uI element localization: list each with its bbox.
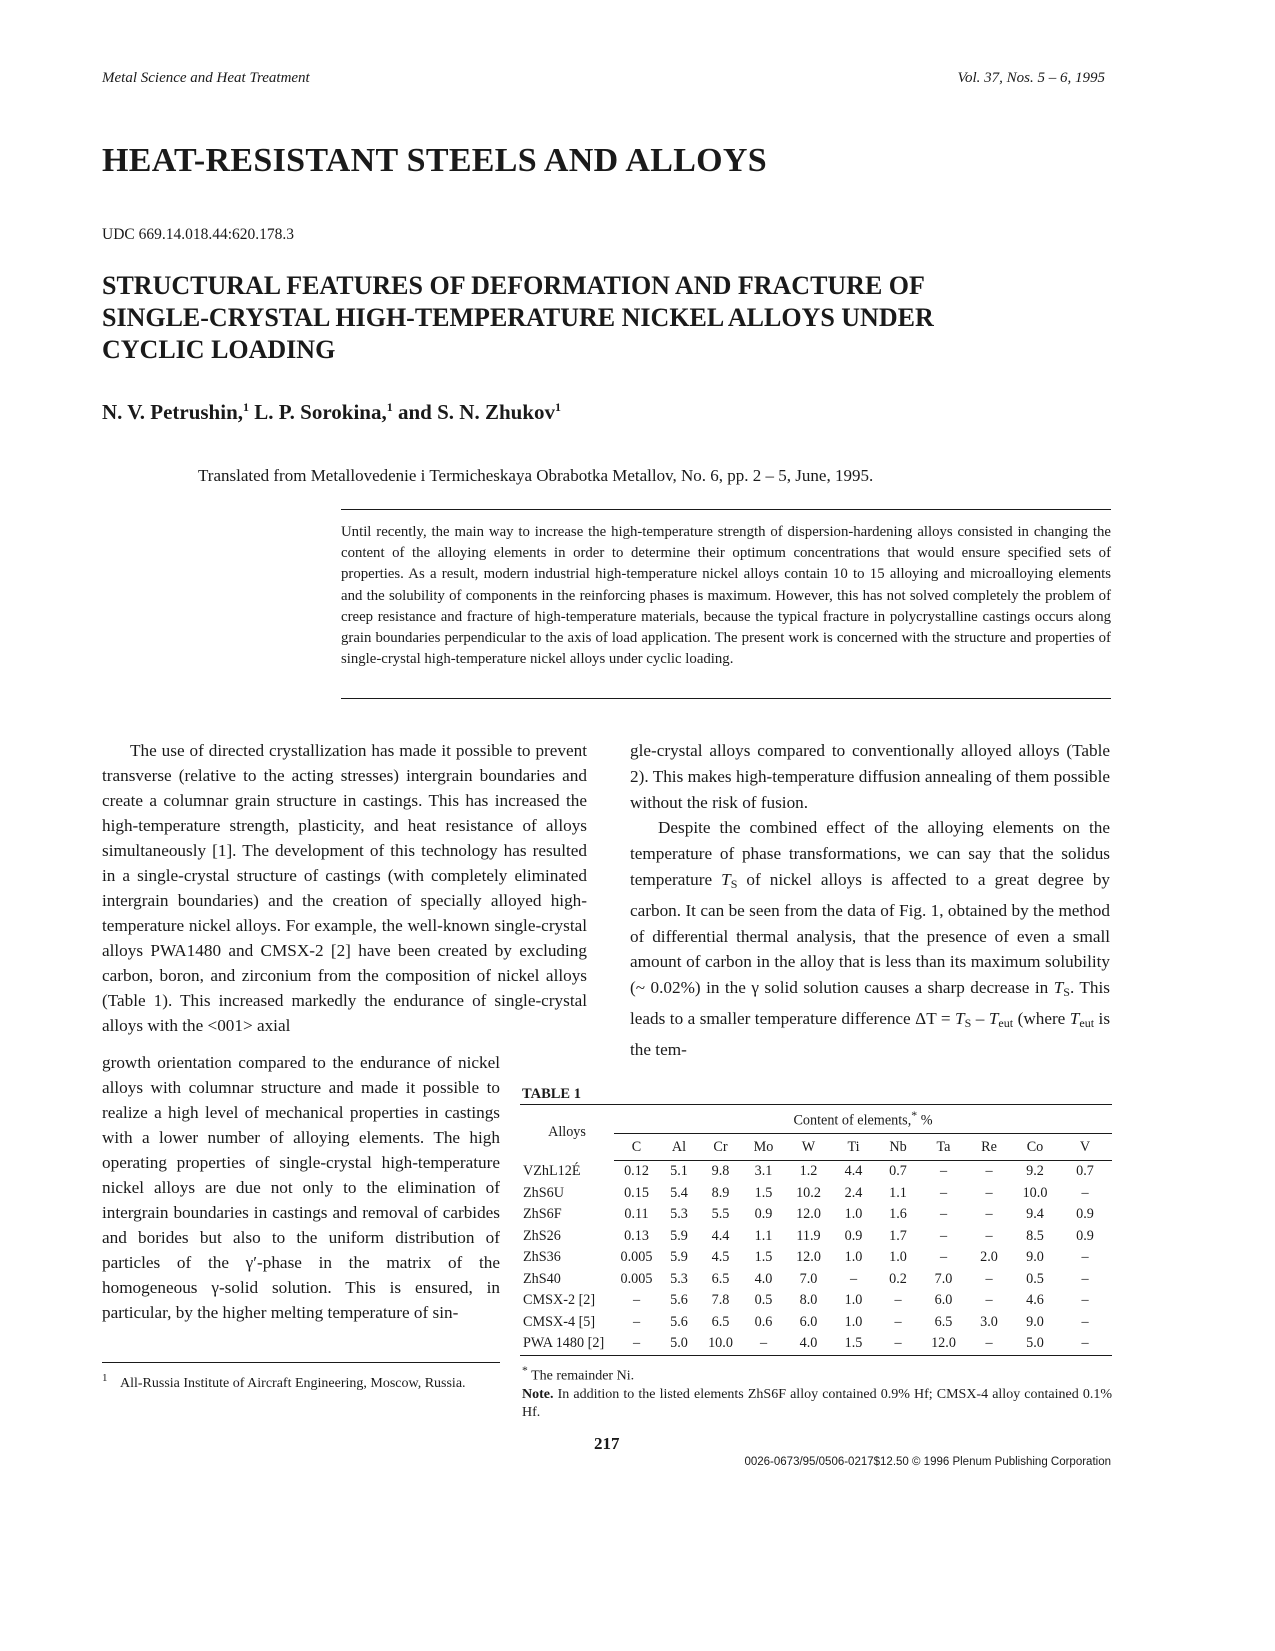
table-cell: 4.5: [711, 1249, 730, 1266]
table-cell: 10.2: [796, 1184, 821, 1201]
table-column-header: Re: [966, 1134, 1012, 1161]
running-header-volume: Vol. 37, Nos. 5 – 6, 1995: [957, 70, 1105, 86]
table-cell: –: [632, 1292, 641, 1309]
table-row: [520, 1161, 1112, 1183]
table-caption: TABLE 1: [522, 1086, 581, 1102]
table-cell: –: [939, 1163, 948, 1180]
abstract-top-rule: [341, 509, 1111, 510]
symbol-t: T: [988, 1008, 999, 1028]
table-cell: 0.11: [624, 1206, 649, 1223]
section-title: HEAT-RESISTANT STEELS AND ALLOYS: [102, 142, 767, 179]
table-cell: 9.4: [1026, 1206, 1044, 1223]
table-cell: 0.2: [889, 1270, 907, 1287]
table-header-unit: %: [917, 1112, 933, 1129]
page-number: 217: [594, 1434, 620, 1453]
table-footnote-mark: *: [522, 1364, 528, 1377]
text-run: is the tem-: [630, 1008, 1111, 1059]
body-paragraph: gle-crystal alloys compared to conventionally alloyed alloys (Table 2). This makes high-temperature diffusion annealing of them possible without the risk of fusion.: [630, 741, 1110, 812]
table-note-label: Note.: [522, 1386, 554, 1402]
table-cell: 1.0: [844, 1206, 863, 1223]
table-cell: –: [985, 1206, 993, 1223]
table-footnote-text: The remainder Ni.: [527, 1368, 635, 1384]
table-column-header: C: [614, 1134, 659, 1161]
table-cell: 1.0: [844, 1249, 863, 1266]
table-cell: 6.0: [799, 1313, 818, 1330]
table-header-group: [614, 1105, 1112, 1134]
table-cell: 0.9: [1076, 1227, 1094, 1244]
symbol-t: T: [721, 869, 731, 889]
table-cell: 9.0: [1026, 1249, 1044, 1266]
subscript-s: S: [964, 1015, 972, 1030]
table-header-note-mark: *: [911, 1108, 918, 1123]
table-cell: –: [985, 1184, 993, 1201]
table-cell-alloy: CMSX-2 [2]: [523, 1292, 596, 1309]
table-cell: 4.4: [844, 1163, 863, 1180]
table-cell: 0.5: [754, 1292, 773, 1309]
table-cell: 1.1: [754, 1227, 773, 1244]
table-cell: 5.5: [711, 1206, 730, 1223]
table-cell: 5.0: [659, 1333, 699, 1355]
translation-source: Translated from Metallovedenie i Termicheskaya Obrabotka Metallov, No. 6, pp. 2 – 5, June, 1995.: [198, 466, 874, 485]
table-header-group-label: Content of elements,: [793, 1112, 912, 1129]
table-cell: –: [1058, 1333, 1112, 1355]
table-cell: –: [985, 1292, 993, 1309]
table-cell: 0.13: [624, 1227, 649, 1244]
table-cell: 4.0: [754, 1270, 773, 1287]
subscript-eut: eut: [998, 1015, 1014, 1030]
table-cell-alloy: ZhS6F: [523, 1206, 562, 1223]
copyright-line: 0026-0673/95/0506-0217$12.50 © 1996 Plenum Publishing Corporation: [744, 1456, 1111, 1468]
minus-sign: –: [971, 1008, 989, 1028]
table-cell: 5.3: [670, 1206, 688, 1223]
text-run: . This leads to a smaller temperature difference ΔT =: [630, 978, 1110, 1028]
table-cell-alloy: ZhS26: [523, 1227, 561, 1244]
table-cell-alloy: CMSX-4 [5]: [523, 1313, 596, 1330]
author-name: and S. N. Zhukov: [398, 400, 555, 424]
table-cell: 1.6: [889, 1206, 907, 1223]
table-cell: 5.6: [670, 1292, 688, 1309]
body-right-column: [630, 738, 1110, 1063]
subscript-s: S: [1063, 985, 1070, 1000]
table-cell: 2.4: [844, 1184, 863, 1201]
table-cell: –: [939, 1184, 948, 1201]
footnote-mark: 1: [102, 1372, 108, 1384]
subscript-s: S: [730, 876, 738, 891]
body-paragraph-continued: growth orientation compared to the endurance of nickel alloys with columnar structure and made it possible to realize a high level of mechanical properties in castings with a lower number of alloying elements. The high operating properties of single-crystal high-temperature nickel alloys are due not only to the elimination of intergrain boundaries in castings and removal of carbides and borides but also to the uniform distribution of particles of the γ′-phase in the matrix of the homogeneous γ-solid solution. This is ensured, in particular, by the higher melting temperature of sin-: [102, 1053, 500, 1322]
table-column-header: W: [785, 1134, 832, 1161]
table-cell: –: [894, 1292, 902, 1309]
table-cell: 8.0: [799, 1292, 818, 1309]
table-cell-alloy: ZhS40: [523, 1270, 561, 1287]
table-cell: –: [742, 1333, 785, 1355]
table-cell: 6.5: [711, 1270, 730, 1287]
table-cell: 12.0: [796, 1249, 821, 1266]
running-header-journal: Metal Science and Heat Treatment: [102, 70, 310, 86]
table-cell-alloy: PWA 1480 [2]: [520, 1333, 614, 1355]
table-cell: –: [1081, 1270, 1089, 1287]
article-title: STRUCTURAL FEATURES OF DEFORMATION AND FRACTURE OF SINGLE-CRYSTAL HIGH-TEMPERATURE NICKEL ALLOYS UNDER CYCLIC LOADING: [102, 271, 934, 364]
table-footnote: [522, 1362, 1112, 1386]
table-row: [520, 1204, 1112, 1226]
table-cell-alloy: ZhS6U: [523, 1184, 564, 1201]
table-cell: 6.0: [934, 1292, 953, 1309]
table-cell: 6.5: [711, 1313, 730, 1330]
text-run: Despite the combined effect of the alloying elements on the temperature of phase transformations, we can say that the solidus temperature: [630, 818, 1110, 889]
table-cell: 5.1: [670, 1163, 688, 1180]
table-cell: 0.12: [624, 1163, 649, 1180]
table-cell: 8.5: [1026, 1227, 1044, 1244]
table-cell: –: [939, 1206, 948, 1223]
abstract-bottom-rule: [341, 698, 1111, 699]
table-column-header: V: [1058, 1134, 1112, 1161]
footnote-rule: [102, 1362, 500, 1363]
table-cell: –: [1081, 1292, 1089, 1309]
table-cell: 9.8: [711, 1163, 730, 1180]
table-cell: 0.15: [624, 1184, 649, 1201]
table-cell: 7.0: [799, 1270, 818, 1287]
table-cell: 1.5: [832, 1333, 875, 1355]
table-row: [520, 1269, 1112, 1291]
table-cell: 0.9: [1076, 1206, 1094, 1223]
table-cell: 1.0: [844, 1292, 863, 1309]
table-cell: 0.005: [620, 1270, 653, 1287]
table-cell: –: [894, 1313, 902, 1330]
table-cell: 3.1: [754, 1163, 773, 1180]
table-cell: 1.0: [889, 1249, 907, 1266]
table-cell: 7.8: [711, 1292, 730, 1309]
symbol-t: T: [955, 1008, 965, 1028]
table-cell: 7.0: [934, 1270, 953, 1287]
author-affiliation-mark: 1: [555, 400, 561, 414]
table-cell: 0.6: [754, 1313, 773, 1330]
table-cell: –: [614, 1333, 659, 1355]
table-cell: 4.6: [1026, 1292, 1044, 1309]
table-note-text: In addition to the listed elements ZhS6F alloy contained 0.9% Hf; CMSX-4 alloy contained 0.1% Hf.: [522, 1386, 1112, 1420]
table-cell: 5.4: [670, 1184, 688, 1201]
table-cell: 0.5: [1026, 1270, 1044, 1287]
table-cell: 12.0: [796, 1206, 821, 1223]
table-cell: 9.0: [1026, 1313, 1044, 1330]
table-column-header: Al: [659, 1134, 699, 1161]
subscript-eut: eut: [1079, 1015, 1095, 1030]
table-column-header: Mo: [742, 1134, 785, 1161]
table-notes: [522, 1362, 1112, 1422]
body-paragraph: The use of directed crystallization has made it possible to prevent transverse (relative to the acting stresses) intergrain boundaries and create a columnar grain structure in castings. This has increased the high-temperature strength, plasticity, and heat resistance of alloys simultaneously [1]. The development of this technology has resulted in a single-crystal structure of castings (with completely eliminated intergrain boundaries) and the creation of specially alloyed high-temperature nickel alloys. For example, the well-known single-crystal alloys PWA1480 and CMSX-2 [2] have been created by excluding carbon, boron, and zirconium from the composition of nickel alloys (Table 1). This increased markedly the endurance of single-crystal alloys with the <001> axial: [102, 741, 587, 1035]
table-cell: –: [985, 1163, 993, 1180]
table-cell: 0.005: [620, 1249, 653, 1266]
table-row: [520, 1312, 1112, 1334]
table-column-header: Co: [1012, 1134, 1058, 1161]
author-name: L. P. Sorokina,: [254, 400, 387, 424]
body-left-column-narrow: [102, 1050, 500, 1325]
table-cell: 5.0: [1012, 1333, 1058, 1355]
author-name: N. V. Petrushin,: [102, 400, 244, 424]
table-cell: 1.5: [754, 1249, 773, 1266]
table-cell: –: [632, 1313, 641, 1330]
table-column-header: Ti: [832, 1134, 875, 1161]
table-cell: –: [875, 1333, 921, 1355]
table-cell-alloy: VZhL12É: [523, 1163, 581, 1179]
table-cell: 1.0: [844, 1313, 863, 1330]
table-cell: 2.0: [980, 1249, 998, 1266]
footnote: [102, 1374, 500, 1393]
table-cell: 3.0: [980, 1313, 998, 1330]
table-cell: –: [939, 1249, 948, 1266]
table-cell: 6.5: [934, 1313, 953, 1330]
table-cell: 4.0: [785, 1333, 832, 1355]
body-left-column-wide: [102, 738, 587, 1038]
composition-table: [520, 1104, 1112, 1356]
table-cell: 1.1: [889, 1184, 907, 1201]
table-cell: 5.9: [670, 1227, 688, 1244]
footnote-text: All-Russia Institute of Aircraft Engineering, Moscow, Russia.: [120, 1376, 466, 1391]
table-cell: –: [985, 1270, 993, 1287]
table-cell: –: [939, 1227, 948, 1244]
table-cell: 11.9: [796, 1227, 821, 1244]
table-cell: 5.6: [670, 1313, 688, 1330]
table-cell: 0.7: [1076, 1163, 1094, 1180]
abstract: Until recently, the main way to increase the high-temperature strength of dispersion-hardening alloys consisted in changing the content of the alloying elements in order to determine their optimum concentrations that would ensure specified sets of properties. As a result, modern industrial high-temperature nickel alloys contain 10 to 15 alloying and microalloying elements and the solubility of components in the reinforcing phases is maximum. However, this has not solved completely the problem of creep resistance and fracture of high-temperature materials, because the typical fracture in polycrystalline castings occurs along grain boundaries perpendicular to the axis of load application. The present work is concerned with the structure and properties of single-crystal high-temperature nickel alloys under cyclic loading.: [341, 524, 1111, 668]
table-cell: 9.2: [1026, 1163, 1044, 1180]
table-cell: 1.2: [799, 1163, 818, 1180]
table-cell: 8.9: [711, 1184, 730, 1201]
table-cell: –: [1081, 1313, 1089, 1330]
table-cell: 0.7: [889, 1163, 907, 1180]
table-cell: 1.5: [754, 1184, 773, 1201]
table-cell: 12.0: [921, 1333, 966, 1355]
text-run: (where: [1013, 1008, 1070, 1028]
author-affiliation-mark: 1: [386, 400, 393, 414]
table-cell-alloy: ZhS36: [523, 1249, 561, 1266]
table-cell: 10.0: [1022, 1184, 1048, 1201]
table-cell: 10.0: [699, 1333, 742, 1355]
udc-code: UDC 669.14.018.44:620.178.3: [102, 226, 295, 243]
symbol-t: T: [1053, 978, 1064, 998]
table-header-alloys: Alloys: [520, 1105, 614, 1161]
table-cell: –: [1081, 1184, 1089, 1201]
table-cell: 5.9: [670, 1249, 688, 1266]
table-column-header: Cr: [699, 1134, 742, 1161]
table-column-header: Nb: [875, 1134, 921, 1161]
body-paragraph: [630, 815, 1110, 1062]
table-column-header: Ta: [921, 1134, 966, 1161]
table-row: [520, 1333, 1112, 1355]
table-row: [520, 1226, 1112, 1248]
table-row: [520, 1290, 1112, 1312]
author-list: [102, 400, 561, 425]
table-cell: –: [966, 1333, 1012, 1355]
table-note: [522, 1386, 1112, 1422]
table-cell: –: [985, 1227, 993, 1244]
table-cell: 1.7: [889, 1227, 907, 1244]
table-row: [520, 1247, 1112, 1269]
author-affiliation-mark: 1: [243, 400, 250, 414]
table-cell: 5.3: [670, 1270, 688, 1287]
table-cell: 0.9: [754, 1206, 773, 1223]
table-cell: –: [1081, 1249, 1089, 1266]
table-cell: –: [849, 1270, 858, 1287]
table-cell: 4.4: [711, 1227, 730, 1244]
text-run: of nickel alloys is affected to a great degree by carbon. It can be seen from the data of Fig. 1, obtained by the method of differential thermal analysis, that the presence of even a small amount of carbon in the alloy that is less than its maximum solubility (~ 0.02%) in the γ solid solution causes a sharp decrease in: [630, 869, 1111, 998]
table-row: [520, 1183, 1112, 1205]
symbol-t: T: [1069, 1008, 1080, 1028]
table-cell: 0.9: [844, 1227, 863, 1244]
